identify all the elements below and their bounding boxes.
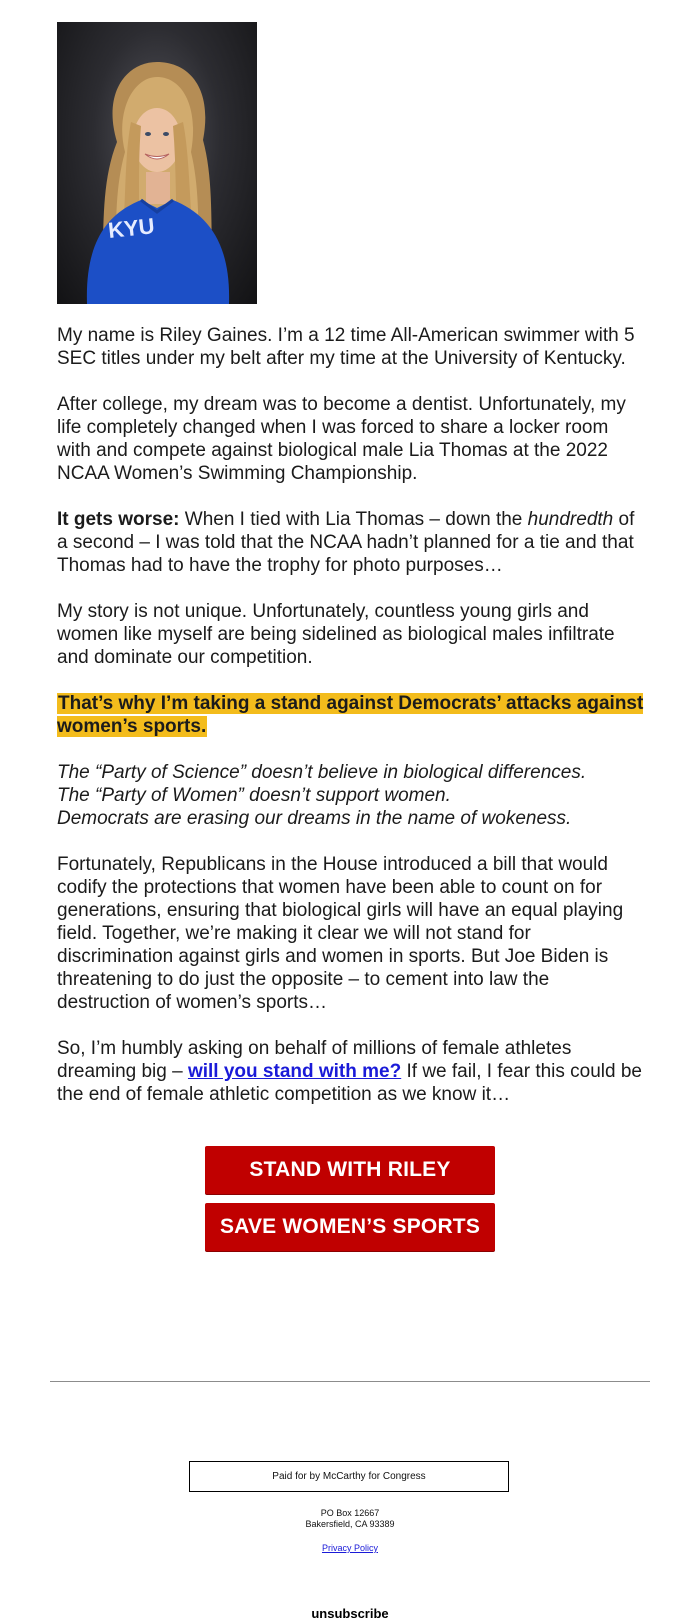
bill-paragraph: Fortunately, Republicans in the House introduced a bill that would codify the protections that women have been able to count on for generations, ensuring that biological girls will have an equal playing field. Together, we’re making it clear we will not stand for discrimination against girls and women in sports. But Joe Biden is threatening to do just the opposite – to cement into law the destruction of women’s sports… [57,854,624,1013]
italic-line-2: The “Party of Women” doesn’t support women. [57,785,451,806]
story-paragraph: My story is not unique. Unfortunately, countless young girls and women like myself are being sidelined as biological males infiltrate and dominate our competition. [57,601,615,668]
paid-for-disclaimer: Paid for by McCarthy for Congress [189,1461,509,1492]
highlight-text: That’s why I’m taking a stand against Democrats’ attacks against women’s sports. [57,693,644,737]
svg-text:KYU: KYU [106,213,156,243]
riley-gaines-photo [57,22,257,304]
college-paragraph: After college, my dream was to become a dentist. Unfortunately, my life completely changed when I was forced to share a locker room with and compete against biological male Lia Thomas at the 2022 NCAA Women’s Swimming Championship. [57,394,626,484]
ask-paragraph [57,1037,647,1106]
address-line-1: PO Box 12667 [320,1508,380,1518]
privacy-policy-link[interactable]: Privacy Policy [321,1543,378,1553]
footer-divider [50,1381,650,1382]
address-line-2: Bakersfield, CA 93389 [305,1519,395,1529]
ask-text-a: So, I’m humbly asking on behalf of millions of female athletes dreaming big – [57,1038,572,1082]
save-womens-sports-button[interactable]: SAVE WOMEN’S SPORTS [205,1203,495,1251]
worse-paragraph [57,508,647,577]
portrait-illustration [57,22,257,304]
stand-with-riley-button[interactable]: STAND WITH RILEY [205,1146,495,1194]
unsubscribe-link[interactable]: unsubscribe [311,1606,389,1621]
privacy-policy-container [0,1543,700,1553]
italic-line-1: The “Party of Science” doesn’t believe in biological differences. [57,762,587,783]
intro-paragraph: My name is Riley Gaines. I’m a 12 time All-American swimmer with 5 SEC titles under my belt after my time at the University of Kentucky. [57,325,635,369]
worse-text-b: of a second – I was told that the NCAA hadn’t planned for a tie and that Thomas had to have the trophy for photo purposes… [57,509,635,576]
worse-text-a: When I tied with Lia Thomas – down the [179,509,528,530]
worse-lead: It gets worse: [57,509,180,530]
email-body [57,22,647,1106]
italic-line-3: Democrats are erasing our dreams in the name of wokeness. [57,808,572,829]
italic-paragraph [57,761,647,830]
ask-text-b: If we fail, I fear this could be the end of female athletic competition as we know it… [57,1061,643,1105]
highlight-paragraph [57,692,647,738]
worse-emphasis: hundredth [527,509,614,530]
stand-with-me-link[interactable]: will you stand with me? [187,1061,402,1082]
